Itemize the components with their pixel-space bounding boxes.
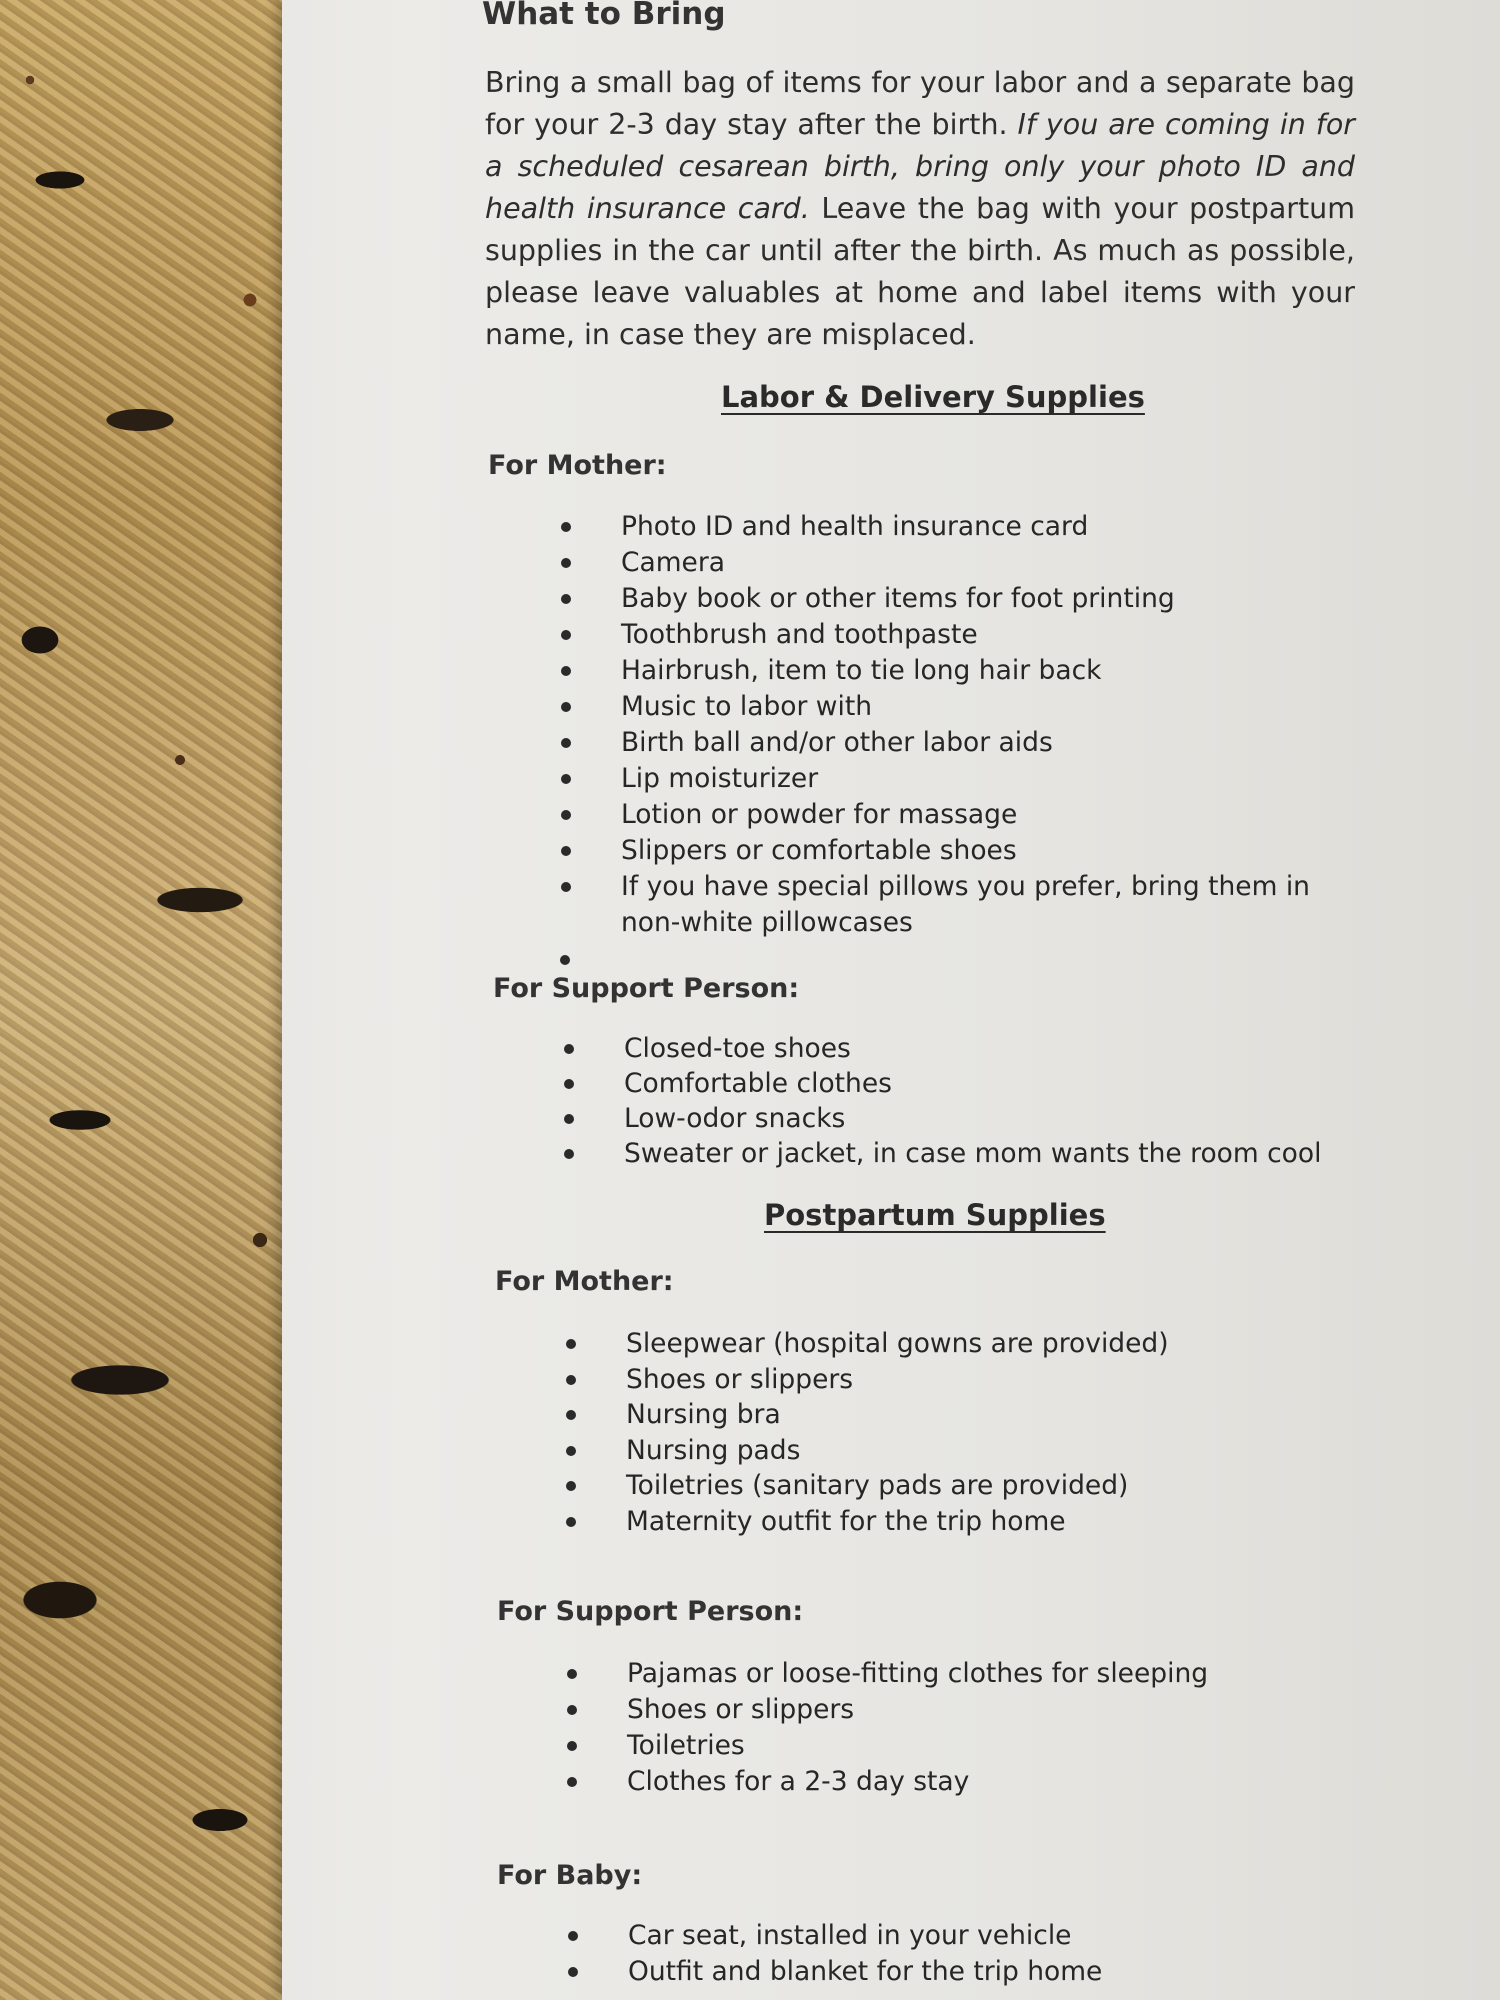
list-item: Pajamas or loose-fitting clothes for sleeping xyxy=(627,1656,1347,1692)
list-item: Maternity outfit for the trip home xyxy=(626,1504,1346,1540)
list-item: Baby book or other items for foot printing xyxy=(621,581,1341,617)
list-item: Shoes or slippers xyxy=(626,1362,1346,1398)
list-item: Birth ball and/or other labor aids xyxy=(621,725,1341,761)
baby-list xyxy=(628,1918,1348,1990)
postpartum-mother-heading: For Mother: xyxy=(495,1266,674,1297)
baby-heading: For Baby: xyxy=(497,1860,643,1891)
list-item: Car seat, installed in your vehicle xyxy=(628,1918,1348,1954)
intro-paragraph xyxy=(485,62,1355,356)
list-item: Toothbrush and toothpaste xyxy=(621,617,1341,653)
list-item: Nursing pads xyxy=(626,1433,1346,1469)
list-item: Outfit and blanket for the trip home xyxy=(628,1954,1348,1990)
granite-countertop xyxy=(0,0,300,2000)
list-item: Toiletries (sanitary pads are provided) xyxy=(626,1468,1346,1504)
list-item: Nursing bra xyxy=(626,1397,1346,1433)
postpartum-support-list xyxy=(627,1656,1347,1800)
list-item: Slippers or comfortable shoes xyxy=(621,833,1341,869)
labor-mother-heading: For Mother: xyxy=(488,450,667,481)
list-item: Sleepwear (hospital gowns are provided) xyxy=(626,1326,1346,1362)
list-item: Hairbrush, item to tie long hair back xyxy=(621,653,1341,689)
postpartum-title: Postpartum Supplies xyxy=(764,1198,1106,1232)
list-item: Music to labor with xyxy=(621,689,1341,725)
list-item: If you have special pillows you prefer, bring them in non-white pillowcases xyxy=(621,869,1341,941)
labor-mother-list xyxy=(621,509,1341,941)
list-item: Clothes for a 2-3 day stay xyxy=(627,1764,1347,1800)
list-item: Lip moisturizer xyxy=(621,761,1341,797)
list-item: Lotion or powder for massage xyxy=(621,797,1341,833)
list-item: Sweater or jacket, in case mom wants the room cool xyxy=(624,1136,1344,1171)
postpartum-mother-list xyxy=(626,1326,1346,1539)
list-item: Toiletries xyxy=(627,1728,1347,1764)
list-item: Photo ID and health insurance card xyxy=(621,509,1341,545)
postpartum-support-heading: For Support Person: xyxy=(497,1596,804,1627)
stray-bullet xyxy=(560,955,570,965)
labor-support-heading: For Support Person: xyxy=(493,973,800,1004)
list-item: Low-odor snacks xyxy=(624,1101,1344,1136)
intro-text-1: Bring a small bag of items for your labor and a separate bag for your 2-3 day stay after the birth. xyxy=(485,66,1355,141)
list-item: Shoes or slippers xyxy=(627,1692,1347,1728)
labor-delivery-title: Labor & Delivery Supplies xyxy=(721,380,1145,414)
intro-text-2: Leave the bag with your postpartum supplies in the car until after the birth. As much as possible, please leave valuables at home and label items with your name, in case they are misplaced. xyxy=(485,192,1355,351)
list-item: Comfortable clothes xyxy=(624,1066,1344,1101)
list-item: Closed-toe shoes xyxy=(624,1031,1344,1066)
page-title: What to Bring xyxy=(482,0,726,32)
intro-text-italic: If you are coming in for a scheduled cesarean birth, bring only your photo ID and health insurance card. xyxy=(485,108,1355,225)
labor-support-list xyxy=(624,1031,1344,1171)
list-item: Camera xyxy=(621,545,1341,581)
